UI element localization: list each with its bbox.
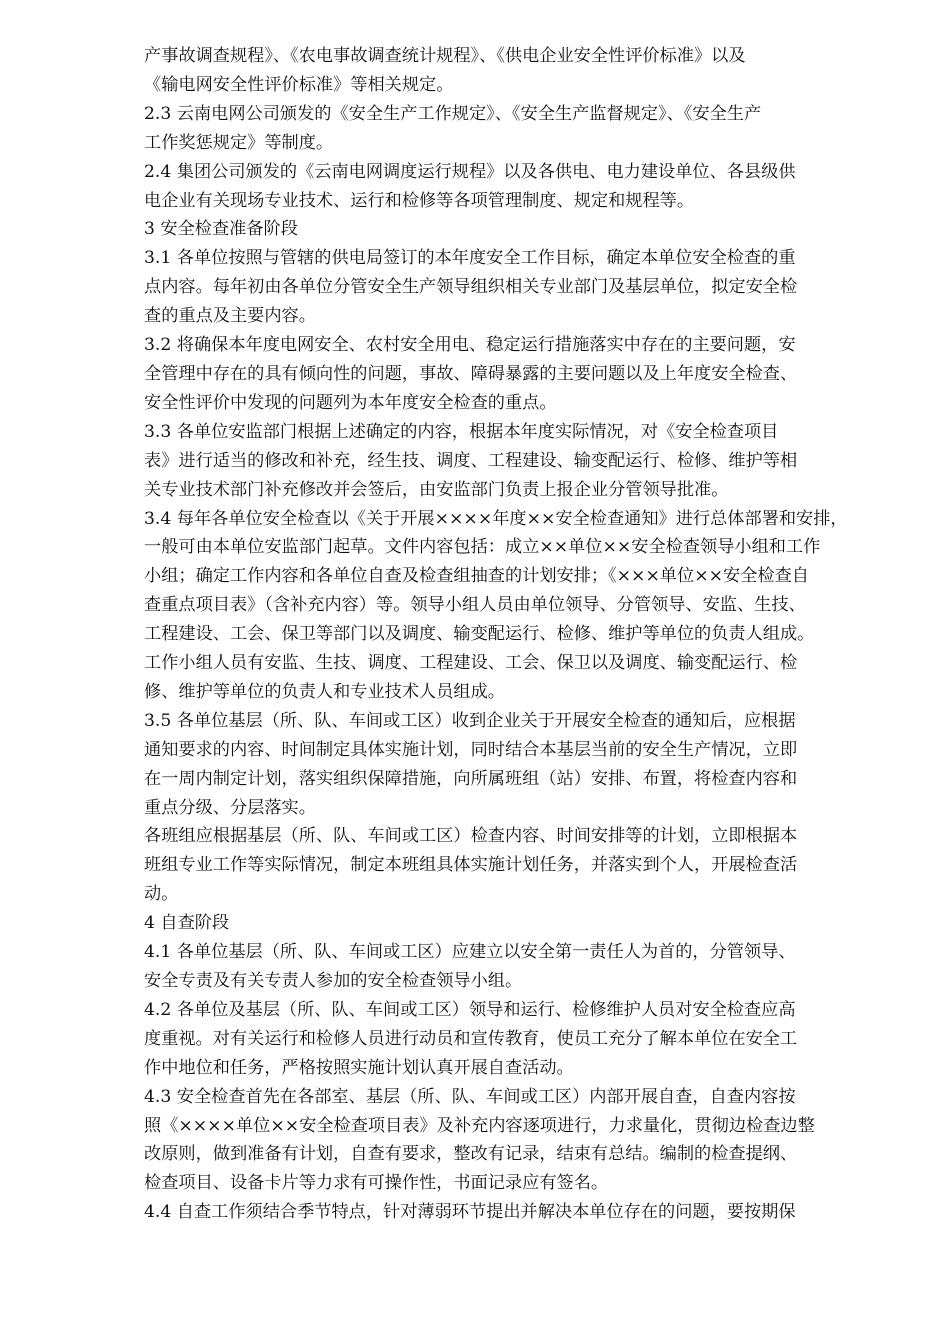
text-line: 4.4 自查工作须结合季节特点，针对薄弱环节提出并解决本单位存在的问题，要按期保: [144, 1202, 796, 1223]
text-line: 3.5 各单位基层（所、队、车间或工区）收到企业关于开展安全检查的通知后，应根据: [144, 710, 796, 731]
text-line: 《输电网安全性评价标准》等相关规定。: [144, 74, 454, 95]
text-line: 安全专责及有关专责人参加的安全检查领导小组。: [144, 971, 523, 991]
text-line: 照《××××单位××安全检查项目表》及补充内容逐项进行，力求量化，贯彻边检查边整: [144, 1115, 815, 1136]
text-line: 3.3 各单位安监部门根据上述确定的内容，根据本年度实际情况，对《安全检查项目: [144, 421, 779, 442]
text-line: 在一周内制定计划，落实组织保障措施，向所属班组（站）安排、布置，将检查内容和: [144, 768, 798, 789]
text-line: 通知要求的内容、时间制定具体实施计划，同时结合本基层当前的安全生产情况，立即: [144, 739, 798, 760]
text-line: 小组；确定工作内容和各单位自查及检查组抽查的计划安排；《×××单位××安全检查自: [144, 566, 809, 587]
text-line: 产事故调查规程》、《农电事故调查统计规程》、《供电企业安全性评价标准》以及: [144, 46, 746, 66]
text-line: 动。: [144, 884, 179, 905]
text-line: 4 自查阶段: [144, 913, 230, 934]
text-line: 3 安全检查准备阶段: [144, 219, 298, 240]
text-line: 表》进行适当的修改和补充，经生技、调度、工程建设、输变配运行、检修、维护等相: [144, 450, 798, 471]
text-line: 改原则，做到准备有计划，自查有要求，整改有记录，结束有总结。编制的检查提纲、: [144, 1144, 798, 1165]
text-line: 查重点项目表》（含补充内容）等。领导小组人员由单位领导、分管领导、安监、生技、: [144, 595, 806, 616]
text-line: 2.3 云南电网公司颁发的《安全生产工作规定》、《安全生产监督规定》、《安全生产: [144, 103, 762, 124]
text-line: 全管理中存在的具有倾向性的问题，事故、障碍暴露的主要问题以及上年度安全检查、: [144, 363, 798, 384]
text-line: 点内容。每年初由各单位分管安全生产领导组织相关专业部门及基层单位，拟定安全检: [144, 277, 798, 298]
text-line: 4.2 各单位及基层（所、队、车间或工区）领导和运行、检修维护人员对安全检查应高: [144, 999, 796, 1020]
text-line: 修、维护等单位的负责人和专业技术人员组成。: [144, 681, 505, 702]
text-line: 一般可由本单位安监部门起草。文件内容包括：成立××单位××安全检查领导小组和工作: [144, 537, 821, 558]
text-line: 工作小组人员有安监、生技、调度、工程建设、工会、保卫以及调度、输变配运行、检: [144, 653, 798, 674]
text-line: 检查项目、设备卡片等力求有可操作性，书面记录应有签名。: [144, 1173, 609, 1194]
text-line: 工作奖惩规定》等制度。: [144, 132, 334, 153]
text-line: 3.2 将确保本年度电网安全、农村安全用电、稳定运行措施落实中存在的主要问题，安: [144, 335, 796, 356]
text-line: 3.1 各单位按照与管辖的供电局签订的本年度安全工作目标，确定本单位安全检查的重: [144, 248, 796, 269]
text-line: 4.1 各单位基层（所、队、车间或工区）应建立以安全第一责任人为首的，分管领导、: [144, 942, 796, 963]
text-line: 3.4 每年各单位安全检查以《关于开展××××年度××安全检查通知》进行总体部署和安排，: [144, 508, 848, 529]
text-line: 4.3 安全检查首先在各部室、基层（所、队、车间或工区）内部开展自查，自查内容按: [144, 1086, 796, 1107]
text-line: 班组专业工作等实际情况，制定本班组具体实施计划任务，并落实到个人，开展检查活: [144, 855, 798, 876]
text-line: 查的重点及主要内容。: [144, 306, 316, 327]
text-line: 电企业有关现场专业技术、运行和检修等各项管理制度、规定和规程等。: [144, 190, 695, 211]
text-line: 2.4 集团公司颁发的《云南电网调度运行规程》以及各供电、电力建设单位、各县级供: [144, 161, 796, 182]
text-line: 度重视。对有关运行和检修人员进行动员和宣传教育，使员工充分了解本单位在安全工: [144, 1028, 798, 1049]
document-body: [144, 42, 884, 1227]
text-line: 作中地位和任务，严格按照实施计划认真开展自查活动。: [144, 1057, 574, 1078]
text-line: 工程建设、工会、保卫等部门以及调度、输变配运行、检修、维护等单位的负责人组成。: [144, 624, 815, 645]
text-line: 重点分级、分层落实。: [144, 797, 316, 818]
text-line: 安全性评价中发现的问题列为本年度安全检查的重点。: [144, 392, 557, 413]
text-line: 各班组应根据基层（所、队、车间或工区）检查内容、时间安排等的计划，立即根据本: [144, 826, 798, 847]
text-line: 关专业技术部门补充修改并会签后，由安监部门负责上报企业分管领导批准。: [144, 479, 729, 500]
